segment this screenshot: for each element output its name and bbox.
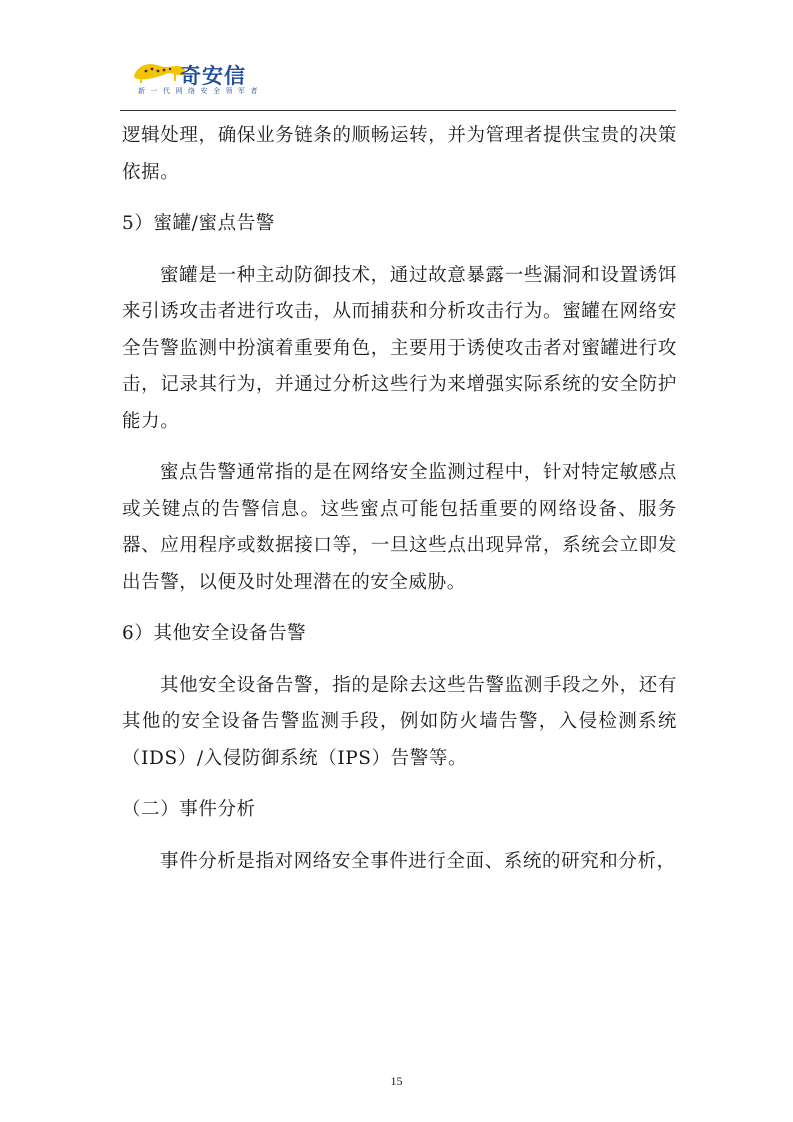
header-divider	[120, 110, 676, 111]
page-header	[122, 52, 682, 112]
section-heading-event-analysis: （二）事件分析	[122, 799, 256, 820]
paragraph-honeypot: 蜜罐是一种主动防御技术，通过故意暴露一些漏洞和设置诱饵来引诱攻击者进行攻击，从而捕获和分析攻击行为。蜜罐在网络安全告警监测中扮演着重要角色，主要用于诱使攻击者对蜜罐进行攻击，记录其行为，并通过分析这些行为来增强实际系统的安全防护能力。	[122, 264, 677, 432]
paragraph-honeypoint: 蜜点告警通常指的是在网络安全监测过程中，针对特定敏感点或关键点的告警信息。这些蜜点可能包括重要的网络设备、服务器、应用程序或数据接口等，一旦这些点出现异常，系统会立即发出告警，以便及时处理潜在的安全威胁。	[122, 462, 677, 593]
heading-honeypot-alert: 5）蜜罐/蜜点告警	[122, 213, 275, 234]
page-number: 15	[390, 1074, 403, 1088]
paragraph-event-analysis: 事件分析是指对网络安全事件进行全面、系统的研究和分析，	[160, 850, 676, 872]
document-body	[122, 118, 677, 880]
brand-name: 奇安信	[180, 64, 246, 88]
heading-other-devices: 6）其他安全设备告警	[122, 623, 307, 644]
brand-tagline: 新一代网络安全领军者	[138, 87, 263, 95]
paragraph-continuation: 逻辑处理，确保业务链条的顺畅运转，并为管理者提供宝贵的决策依据。	[122, 125, 677, 183]
paragraph-other-devices: 其他安全设备告警，指的是除去这些告警监测手段之外，还有其他的安全设备告警监测手段，例如防火墙告警，入侵检测系统（IDS）/入侵防御系统（IPS）告警等。	[122, 674, 677, 769]
